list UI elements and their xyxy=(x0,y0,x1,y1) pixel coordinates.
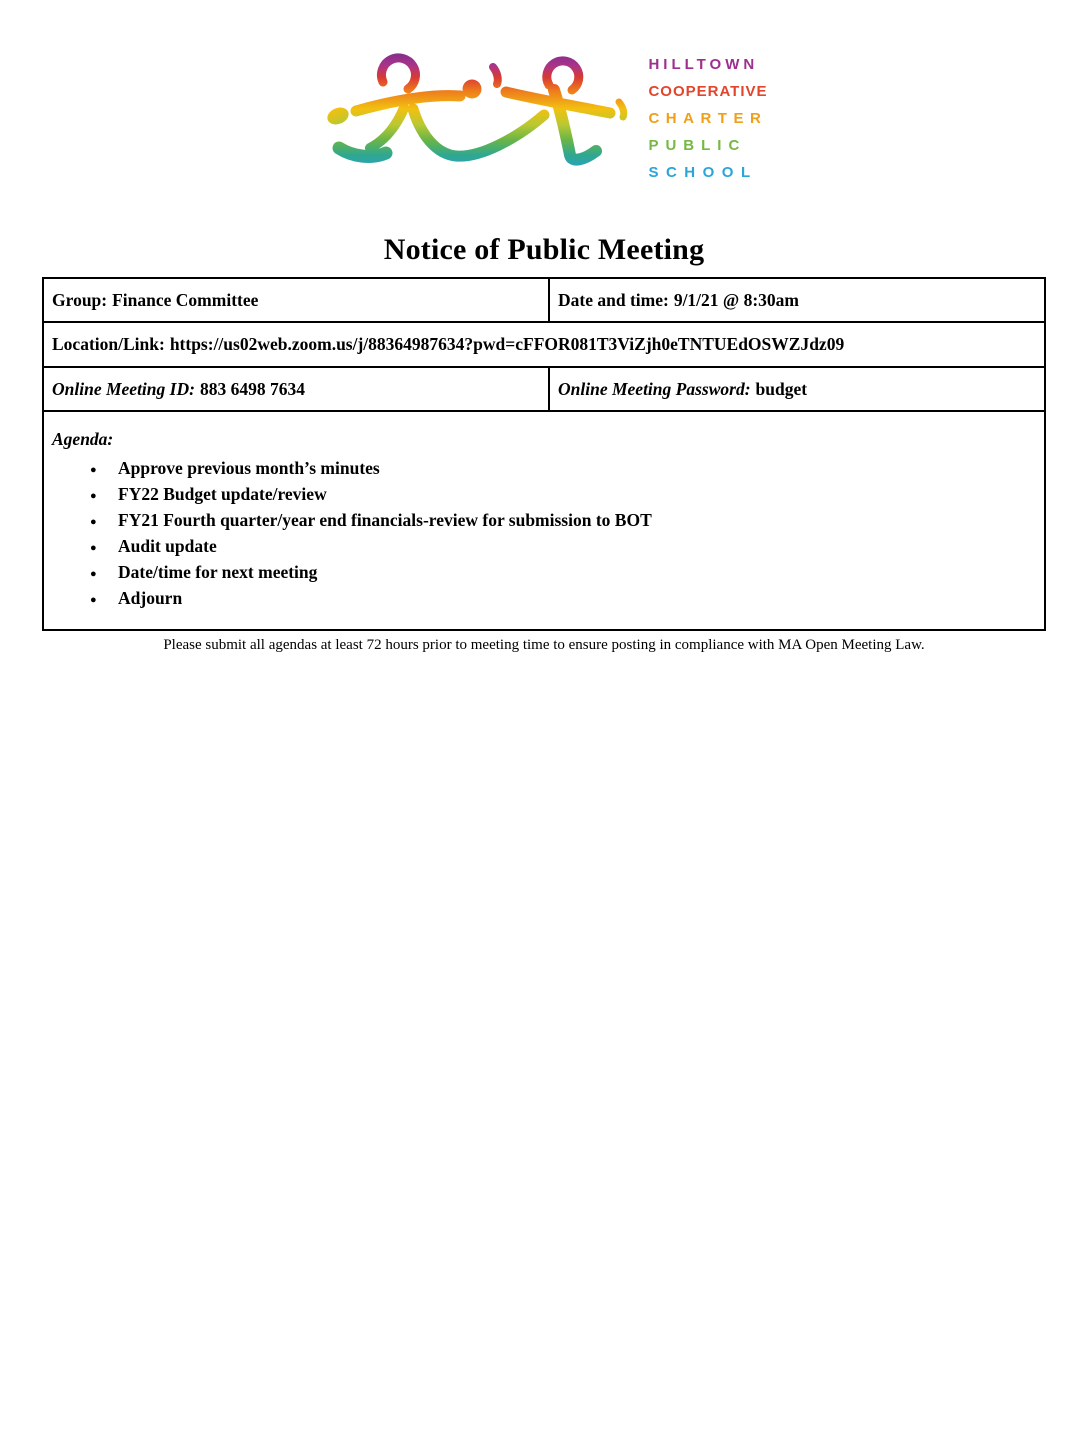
meeting-id-cell xyxy=(43,367,549,411)
table-row-group-date xyxy=(43,278,1045,322)
datetime-value: 9/1/21 @ 8:30am xyxy=(673,289,799,310)
page-title: Notice of Public Meeting xyxy=(383,233,705,266)
logo-line-charter: CHARTER xyxy=(648,110,768,127)
logo-line-hilltown: HILLTOWN xyxy=(648,56,759,73)
agenda-item: ● Adjourn xyxy=(90,586,1036,612)
logo-school-name xyxy=(648,51,767,186)
agenda-item: ● FY22 Budget update/review xyxy=(90,482,1036,508)
dancing-figures-logo-icon xyxy=(320,45,630,195)
meeting-info-table xyxy=(42,277,1046,631)
agenda-cell xyxy=(43,411,1045,630)
meeting-notice-document xyxy=(0,45,1088,654)
logo-line-cooperative: COOPERATIVE xyxy=(648,83,768,100)
meeting-id-label: Online Meeting ID: xyxy=(52,378,195,399)
password-cell xyxy=(549,367,1045,411)
group-cell xyxy=(43,278,549,322)
table-row-location xyxy=(43,322,1045,367)
group-label: Group: xyxy=(52,289,108,310)
location-label: Location/Link: xyxy=(52,334,165,354)
password-label: Online Meeting Password: xyxy=(558,378,751,399)
group-value: Finance Committee xyxy=(112,289,259,310)
table-row-meeting-credentials xyxy=(43,367,1045,411)
posting-compliance-note: Please submit all agendas at least 72 hours prior to meeting time to ensure posting in compliance with MA Open Meeting Law. xyxy=(163,637,925,653)
agenda-item: ● Date/time for next meeting xyxy=(90,560,1036,586)
logo-line-school: SCHOOL xyxy=(648,164,758,181)
agenda-list xyxy=(52,456,1036,612)
logo-line-public: PUBLIC xyxy=(648,137,747,154)
agenda-item: ● Approve previous month’s minutes xyxy=(90,456,1036,482)
location-cell xyxy=(43,322,1045,367)
agenda-item: ● FY21 Fourth quarter/year end financials-review for submission to BOT xyxy=(90,508,1036,534)
agenda-item: ● Audit update xyxy=(90,534,1036,560)
datetime-label: Date and time: xyxy=(558,289,669,310)
datetime-cell xyxy=(549,278,1045,322)
table-row-agenda xyxy=(43,411,1045,630)
password-value: budget xyxy=(755,378,808,399)
agenda-heading: Agenda: xyxy=(52,429,114,449)
zoom-meeting-link[interactable]: https://us02web.zoom.us/j/88364987634?pwd=cFFOR081T3ViZjh0eTNTUEdOSWZJdz09 xyxy=(169,334,845,354)
school-logo xyxy=(0,45,1088,195)
meeting-id-value: 883 6498 7634 xyxy=(199,378,305,399)
